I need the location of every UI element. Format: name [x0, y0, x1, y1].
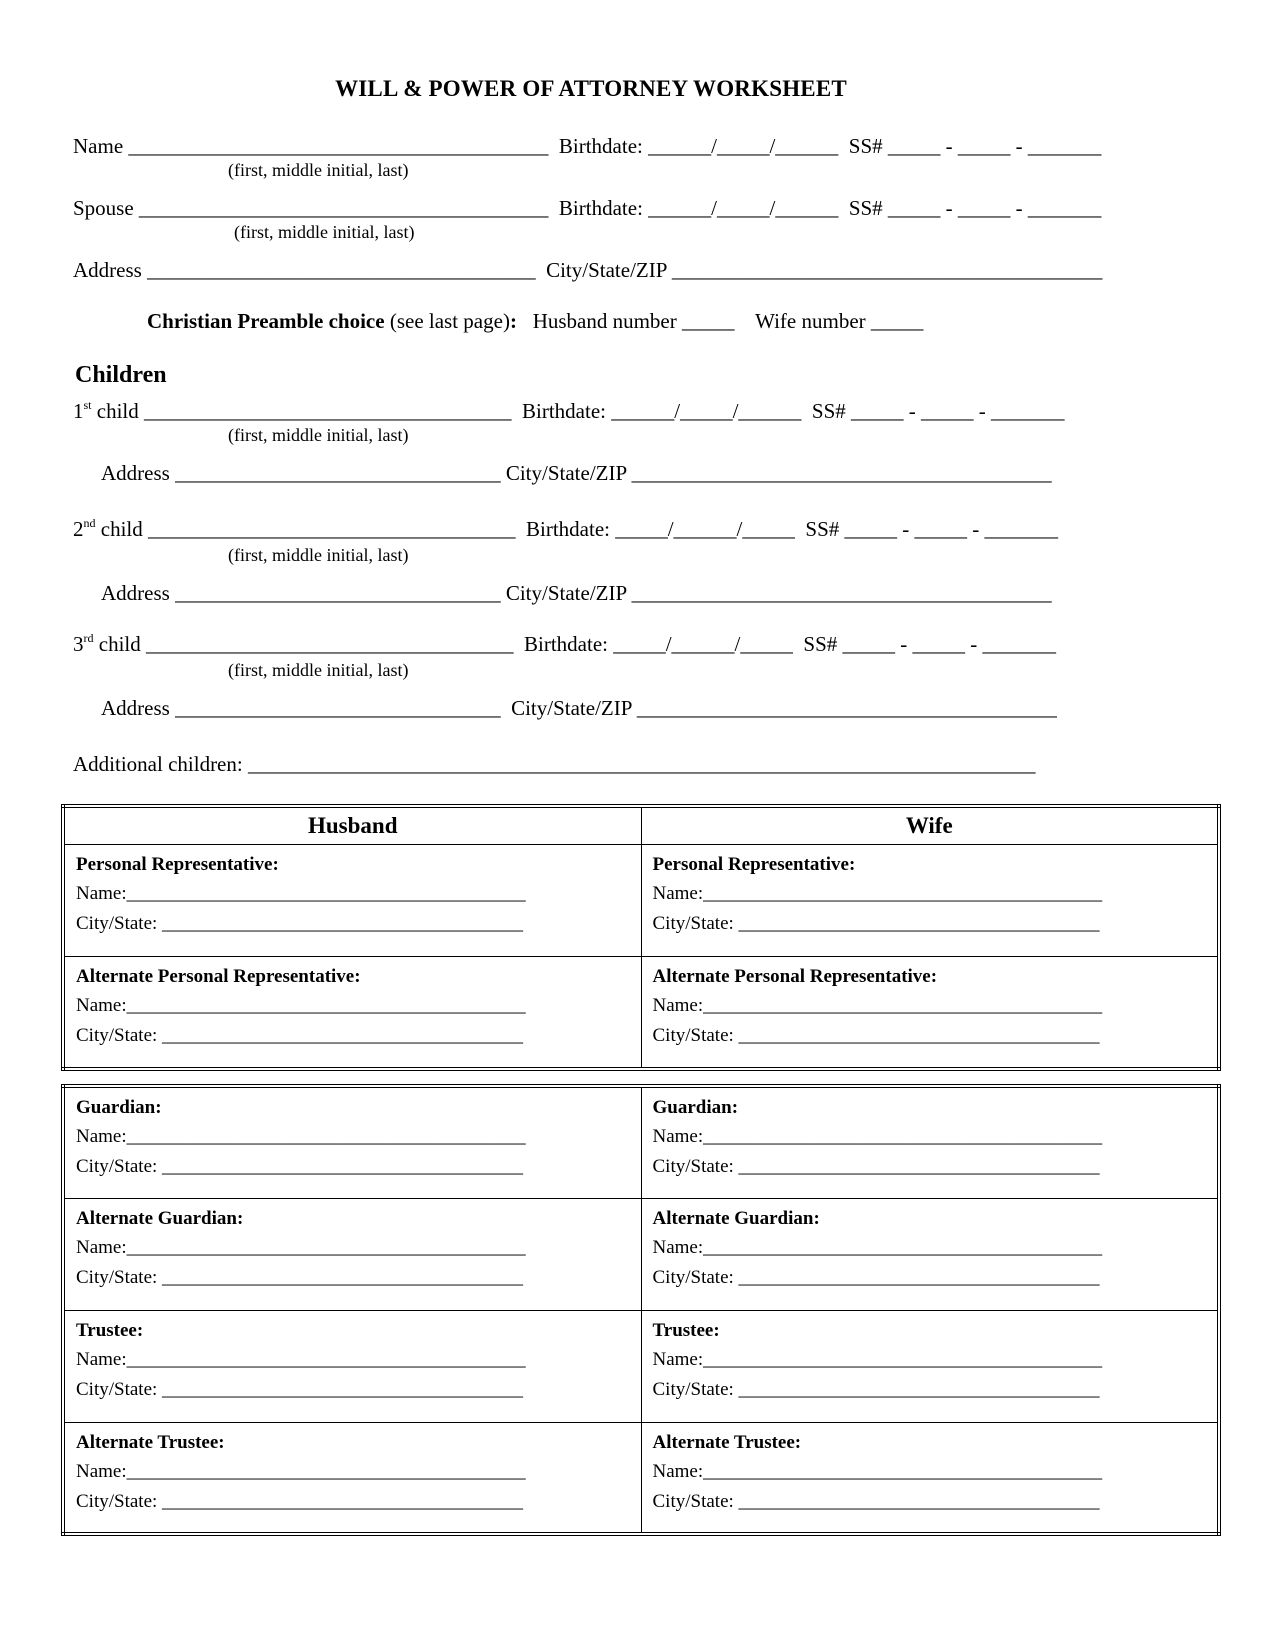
child-3-line[interactable] [73, 632, 1056, 656]
husband-alternate-trustee-name-field[interactable]: Name:__________________________________________ [76, 1460, 526, 1482]
child-1-fields[interactable]: child ___________________________________ Birthdate: ______/_____/______ SS# _____ - _____ - _______ [91, 399, 1065, 423]
address-line[interactable]: Address _____________________________________ City/State/ZIP _________________________________________ [73, 258, 1103, 282]
husband-alternate-representative-title: Alternate Personal Representative: [76, 966, 361, 987]
husband-alternate-trustee-city-field[interactable]: City/State: ______________________________________ [76, 1490, 524, 1512]
husband-guardian-name-field[interactable]: Name:__________________________________________ [76, 1126, 526, 1147]
wife-alternate-representative-city-field[interactable]: City/State: ______________________________________ [652, 1025, 1100, 1046]
wife-alternate-trustee-title: Alternate Trustee: [652, 1431, 802, 1453]
spouse-hint: (first, middle initial, last) [234, 222, 415, 242]
wife-alternate-guardian-name-field[interactable]: Name:__________________________________________ [652, 1236, 1103, 1258]
husband-trustee-name-field[interactable]: Name:__________________________________________ [76, 1348, 526, 1370]
child-2-address[interactable]: Address _______________________________ City/State/ZIP ________________________________________ [101, 581, 1052, 605]
additional-children-line[interactable]: Additional children: ___________________________________________________________________________ [73, 752, 1036, 776]
husband-alternate-representative-cell [63, 957, 641, 1069]
husband-guardian-city-field[interactable]: City/State: ______________________________________ [76, 1156, 524, 1177]
husband-alternate-guardian-city-field[interactable]: City/State: ______________________________________ [76, 1266, 524, 1288]
wife-alternate-trustee-cell [641, 1422, 1219, 1534]
child-2-line[interactable] [73, 517, 1058, 541]
husband-trustee-title: Trustee: [76, 1319, 144, 1341]
wife-guardian-cell [641, 1086, 1219, 1198]
name-line[interactable]: Name ________________________________________ Birthdate: ______/_____/______ SS# _____ - _____ - _______ [73, 134, 1102, 158]
preamble-numbers[interactable]: Husband number _____ Wife number _____ [516, 309, 924, 333]
wife-column-header: Wife [641, 806, 1219, 845]
preamble-line[interactable] [147, 309, 923, 333]
child-2-ordinal-suffix: nd [83, 516, 96, 530]
wife-alternate-representative-name-field[interactable]: Name:__________________________________________ [652, 995, 1103, 1016]
child-3-address[interactable]: Address _______________________________ City/State/ZIP ________________________________________ [101, 696, 1057, 720]
husband-personal-representative-city-field[interactable]: City/State: ______________________________________ [76, 913, 524, 934]
husband-column-header: Husband [63, 806, 641, 845]
child-1-hint: (first, middle initial, last) [228, 425, 409, 445]
child-1-address[interactable]: Address _______________________________ City/State/ZIP ________________________________________ [101, 461, 1052, 485]
wife-guardian-title: Guardian: [652, 1097, 739, 1118]
wife-alternate-representative-title: Alternate Personal Representative: [652, 966, 938, 987]
child-1-ordinal-suffix: st [83, 398, 92, 412]
wife-alternate-guardian-title: Alternate Guardian: [652, 1207, 820, 1229]
husband-personal-representative-cell [63, 845, 641, 957]
name-hint: (first, middle initial, last) [228, 160, 409, 180]
wife-alternate-trustee-city-field[interactable]: City/State: ______________________________________ [652, 1490, 1100, 1512]
husband-guardian-cell [63, 1086, 641, 1198]
wife-guardian-name-field[interactable]: Name:__________________________________________ [652, 1126, 1103, 1147]
wife-alternate-trustee-name-field[interactable]: Name:__________________________________________ [652, 1460, 1103, 1482]
child-3-fields[interactable]: child ___________________________________ Birthdate: _____/______/_____ SS# _____ - _____ - _______ [93, 632, 1056, 656]
wife-alternate-guardian-cell [641, 1198, 1219, 1310]
husband-personal-representative-name-field[interactable]: Name:__________________________________________ [76, 883, 526, 904]
child-2-hint: (first, middle initial, last) [228, 545, 409, 565]
husband-alternate-representative-city-field[interactable]: City/State: ______________________________________ [76, 1025, 524, 1046]
wife-trustee-city-field[interactable]: City/State: ______________________________________ [652, 1378, 1100, 1400]
wife-personal-representative-name-field[interactable]: Name:__________________________________________ [652, 883, 1103, 904]
wife-personal-representative-cell [641, 845, 1219, 957]
spouse-line[interactable]: Spouse _______________________________________ Birthdate: ______/_____/______ SS# _____ - _____ - _______ [73, 196, 1102, 220]
husband-trustee-cell [63, 1310, 641, 1422]
page-title: WILL & POWER OF ATTORNEY WORKSHEET [335, 76, 847, 101]
husband-alternate-representative-name-field[interactable]: Name:__________________________________________ [76, 995, 526, 1016]
guardian-trustee-table [61, 1084, 1221, 1536]
child-3-ordinal: 3 [73, 632, 84, 656]
child-2-fields[interactable]: child ___________________________________ Birthdate: _____/______/_____ SS# _____ - _____ - _______ [95, 517, 1058, 541]
husband-personal-representative-title: Personal Representative: [76, 854, 279, 875]
husband-alternate-trustee-title: Alternate Trustee: [76, 1431, 225, 1453]
child-1-ordinal: 1 [73, 399, 84, 423]
wife-alternate-representative-cell [641, 957, 1219, 1069]
preamble-label: Christian Preamble choice [147, 309, 385, 333]
representative-table [61, 804, 1221, 1071]
husband-alternate-trustee-cell [63, 1422, 641, 1534]
wife-personal-representative-title: Personal Representative: [652, 854, 856, 875]
wife-personal-representative-city-field[interactable]: City/State: ______________________________________ [652, 913, 1100, 934]
children-heading: Children [75, 362, 167, 388]
wife-trustee-cell [641, 1310, 1219, 1422]
wife-trustee-name-field[interactable]: Name:__________________________________________ [652, 1348, 1103, 1370]
husband-guardian-title: Guardian: [76, 1097, 162, 1118]
child-3-ordinal-suffix: rd [83, 631, 94, 645]
child-2-ordinal: 2 [73, 517, 84, 541]
wife-trustee-title: Trustee: [652, 1319, 720, 1341]
husband-alternate-guardian-name-field[interactable]: Name:__________________________________________ [76, 1236, 526, 1258]
preamble-colon: : [509, 309, 517, 333]
husband-trustee-city-field[interactable]: City/State: ______________________________________ [76, 1378, 524, 1400]
preamble-note: (see last page) [384, 309, 510, 333]
child-3-hint: (first, middle initial, last) [228, 660, 409, 680]
child-1-line[interactable] [73, 399, 1065, 423]
husband-alternate-guardian-cell [63, 1198, 641, 1310]
wife-alternate-guardian-city-field[interactable]: City/State: ______________________________________ [652, 1266, 1100, 1288]
wife-guardian-city-field[interactable]: City/State: ______________________________________ [652, 1156, 1100, 1177]
husband-alternate-guardian-title: Alternate Guardian: [76, 1207, 244, 1229]
